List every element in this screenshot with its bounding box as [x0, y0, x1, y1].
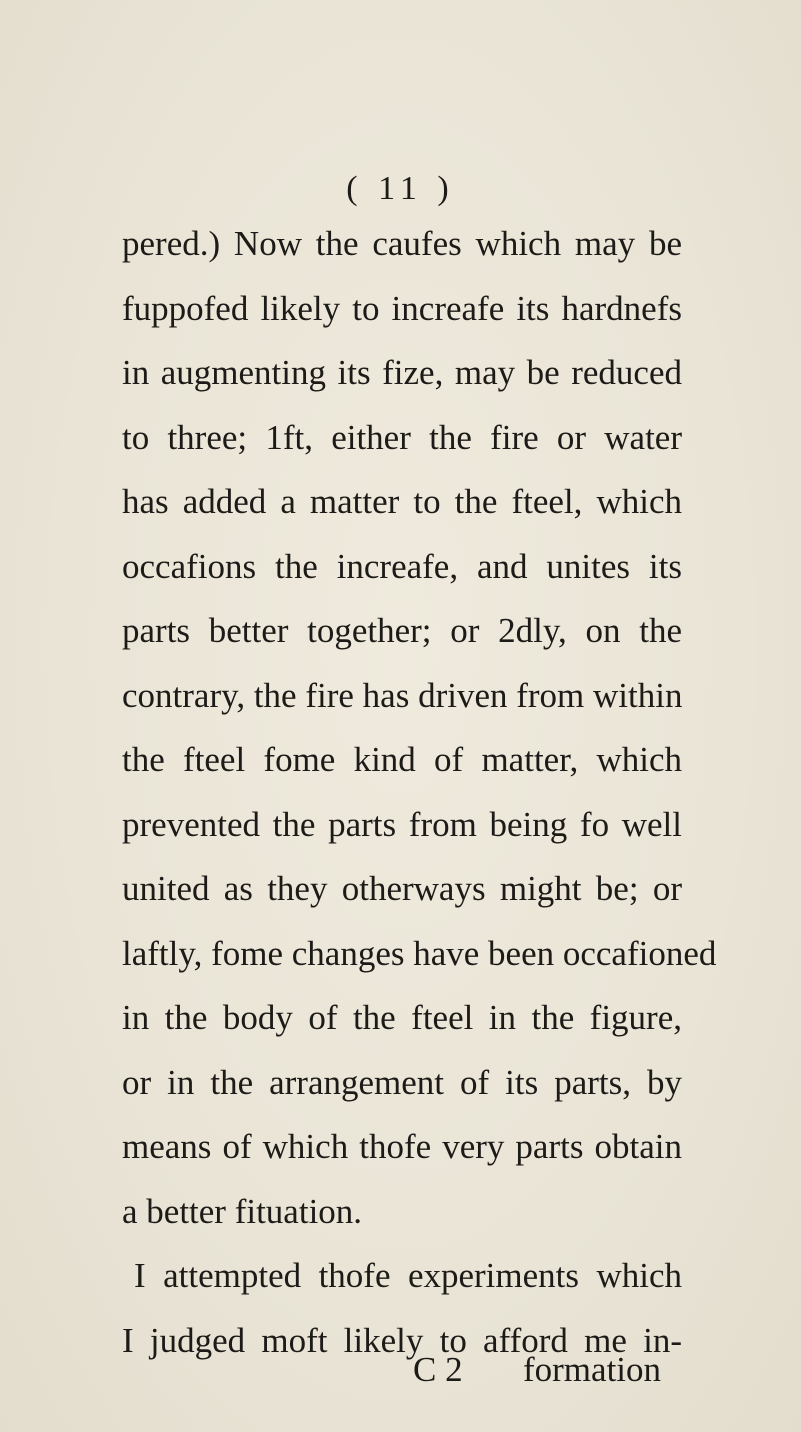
text-line: occafions the increafe, and unites its: [122, 546, 682, 586]
text-line: I attempted thofe experiments which: [134, 1256, 682, 1295]
text-line: united as they otherways might be; or: [122, 869, 682, 908]
signature-mark: C 2: [413, 1350, 463, 1389]
text-line: a better fituation.: [122, 1191, 363, 1231]
signature-line: [0, 1338, 801, 1402]
text-line: to three; 1ft, either the fire or water: [122, 417, 682, 457]
text-line: laftly, fome changes have been occafioned: [122, 933, 717, 973]
text-line: I judged moft likely to afford me in-: [122, 1320, 682, 1360]
text-line: fuppofed likely to increafe its hardnefs: [122, 288, 682, 328]
text-line: has added a matter to the fteel, which: [122, 482, 682, 521]
catchword: formation: [523, 1350, 662, 1389]
page-number: ( 11 ): [346, 170, 455, 207]
text-line: prevented the parts from being fo well: [122, 804, 682, 844]
body-text: [122, 212, 717, 1373]
text-line: means of which thofe very parts obtain: [122, 1127, 682, 1166]
text-line: in the body of the fteel in the figure,: [122, 998, 682, 1037]
text-line: in augmenting its fize, may be reduced: [122, 353, 682, 392]
text-line: contrary, the fire has driven from within: [122, 675, 683, 715]
text-line: parts better together; or 2dly, on the: [122, 611, 682, 650]
text-line: pered.) Now the caufes which may be: [122, 224, 682, 263]
text-line: the fteel fome kind of matter, which: [122, 740, 682, 779]
text-line: or in the arrangement of its parts, by: [122, 1062, 682, 1102]
